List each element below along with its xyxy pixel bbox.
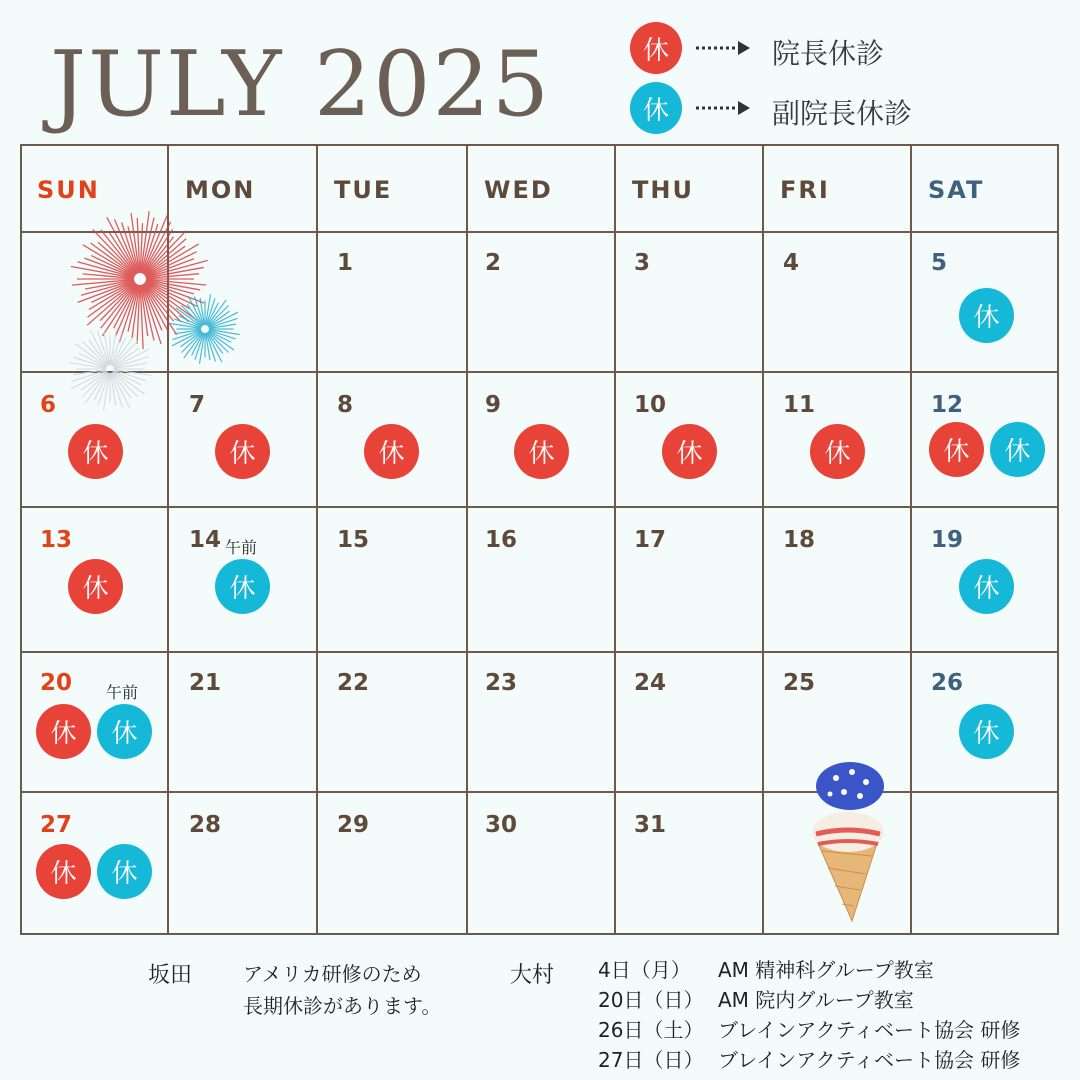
day-number: 17 (634, 527, 667, 553)
day-number: 26 (931, 670, 964, 696)
schedule-event: ブレインアクティベート協会 研修 (718, 1018, 1021, 1042)
director-closed-badge: 休 (36, 704, 91, 759)
vice-director-closed-badge: 休 (97, 704, 152, 759)
sakata-name: 坂田 (148, 963, 193, 988)
day-number: 24 (634, 670, 667, 696)
day-cell (615, 792, 763, 935)
legend-vice-director-label: 副院長休診 (772, 97, 913, 130)
day-cell (615, 652, 763, 792)
schedule-date: 26日（土） (598, 1018, 704, 1042)
director-closed-badge: 休 (215, 424, 270, 479)
arrow-icon (694, 39, 750, 57)
day-cell (911, 652, 1059, 792)
day-number: 11 (783, 392, 816, 418)
day-cell (317, 372, 467, 507)
day-number: 20 (40, 670, 73, 696)
day-number: 27 (40, 812, 73, 838)
calendar-grid (20, 144, 1059, 935)
day-number: 31 (634, 812, 667, 838)
weekday-header-fri: FRI (780, 176, 830, 204)
day-cell (763, 372, 911, 507)
day-cell (317, 507, 467, 652)
day-number: 12 (931, 392, 964, 418)
day-number: 1 (337, 250, 354, 276)
day-cell (168, 792, 317, 935)
director-closed-badge: 休 (929, 422, 984, 477)
weekday-header-mon: MON (185, 176, 256, 204)
day-cell (168, 372, 317, 507)
director-closed-badge: 休 (514, 424, 569, 479)
day-cell (467, 652, 615, 792)
vice-director-closed-badge: 休 (97, 844, 152, 899)
director-closed-badge: 休 (36, 844, 91, 899)
director-closed-badge: 休 (662, 424, 717, 479)
sakata-note-line-2: 長期休診があります。 (243, 994, 442, 1018)
vice-director-closed-badge: 休 (959, 559, 1014, 614)
day-number: 13 (40, 527, 73, 553)
rest-badge-blue: 休 (630, 82, 682, 134)
day-number: 15 (337, 527, 370, 553)
day-number: 21 (189, 670, 222, 696)
weekday-header-thu: THU (632, 176, 694, 204)
legend-director-label: 院長休診 (772, 37, 885, 70)
day-cell (615, 507, 763, 652)
day-cell (168, 507, 317, 652)
day-number: 3 (634, 250, 651, 276)
day-number: 25 (783, 670, 816, 696)
day-cell (20, 652, 168, 792)
vice-director-closed-badge: 休 (990, 422, 1045, 477)
weekday-header-sat: SAT (928, 176, 985, 204)
omura-name: 大村 (510, 963, 555, 988)
day-cell (317, 232, 467, 372)
day-cell (763, 507, 911, 652)
day-cell (317, 792, 467, 935)
director-closed-badge: 休 (810, 424, 865, 479)
director-closed-badge: 休 (364, 424, 419, 479)
schedule-date: 27日（日） (598, 1048, 704, 1072)
day-number: 4 (783, 250, 800, 276)
vice-director-closed-badge: 休 (959, 704, 1014, 759)
day-number: 10 (634, 392, 667, 418)
weekday-header-wed: WED (484, 176, 553, 204)
day-cell (763, 652, 911, 792)
day-cell (467, 232, 615, 372)
schedule-date: 20日（日） (598, 988, 704, 1012)
schedule-date: 4日（月） (598, 958, 691, 982)
day-number: 6 (40, 392, 57, 418)
day-number: 2 (485, 250, 502, 276)
weekday-header-sun: SUN (37, 176, 100, 204)
day-number: 5 (931, 250, 948, 276)
director-closed-badge: 休 (68, 559, 123, 614)
day-number: 19 (931, 527, 964, 553)
day-number: 22 (337, 670, 370, 696)
vice-director-closed-badge: 休 (959, 288, 1014, 343)
director-closed-badge: 休 (68, 424, 123, 479)
day-number: 16 (485, 527, 518, 553)
day-number: 23 (485, 670, 518, 696)
day-cell (911, 507, 1059, 652)
schedule-event: AM 精神科グループ教室 (718, 958, 934, 982)
day-number: 8 (337, 392, 354, 418)
day-number: 29 (337, 812, 370, 838)
schedule-event: ブレインアクティベート協会 研修 (718, 1048, 1021, 1072)
day-number: 9 (485, 392, 502, 418)
calendar-title: JULY 2025 (50, 32, 552, 137)
day-cell (317, 652, 467, 792)
day-number: 28 (189, 812, 222, 838)
vice-director-closed-badge: 休 (215, 559, 270, 614)
day-cell (168, 652, 317, 792)
day-cell (20, 792, 168, 935)
day-cell (615, 232, 763, 372)
rest-badge-red: 休 (630, 22, 682, 74)
day-cell (467, 792, 615, 935)
day-cell (911, 372, 1059, 507)
sakata-note-line-1: アメリカ研修のため (243, 962, 422, 986)
day-cell (763, 232, 911, 372)
day-cell (615, 372, 763, 507)
morning-note: 午前 (225, 538, 258, 557)
day-number: 30 (485, 812, 518, 838)
day-cell (20, 372, 168, 507)
day-cell (467, 507, 615, 652)
day-number: 18 (783, 527, 816, 553)
morning-note: 午前 (106, 683, 139, 702)
day-number: 7 (189, 392, 206, 418)
day-cell (911, 232, 1059, 372)
day-cell (20, 507, 168, 652)
arrow-icon (694, 99, 750, 117)
day-cell (467, 372, 615, 507)
schedule-event: AM 院内グループ教室 (718, 988, 914, 1012)
day-number: 14 (189, 527, 222, 553)
weekday-header-tue: TUE (334, 176, 393, 204)
